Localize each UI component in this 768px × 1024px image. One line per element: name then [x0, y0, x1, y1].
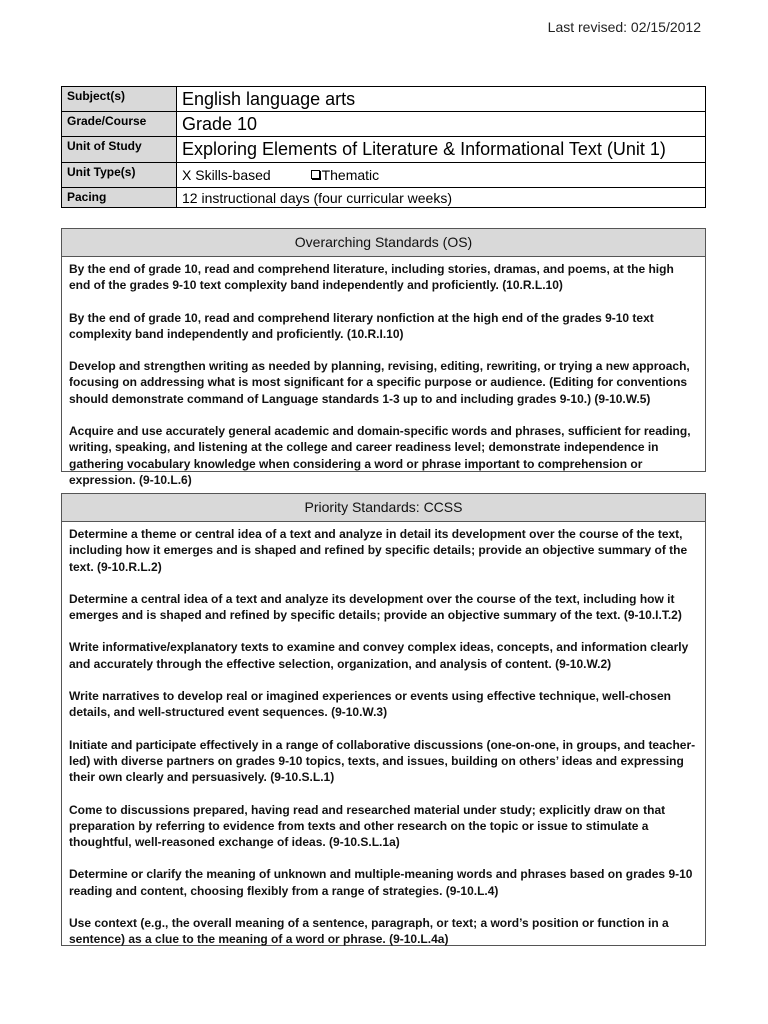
thematic-label: Thematic — [321, 167, 380, 183]
last-revised-date: Last revised: 02/15/2012 — [547, 19, 701, 35]
standard-item: Use context (e.g., the overall meaning of a sentence, paragraph, or text; a word’s position or function in a sentence) as a clue to the meaning of a word or phrase. (9-10.L.4a) — [69, 916, 669, 947]
standard-item: By the end of grade 10, read and comprehend literary nonfiction at the high end of the grades 9-10 text complexity band independently and proficiently. (10.R.I.10) — [69, 310, 654, 341]
overarching-standards-title: Overarching Standards (OS) — [62, 229, 705, 257]
standard-item: Write informative/explanatory texts to examine and convey complex ideas, concepts, and information clearly and accurately through the effective selection, organization, and analysis of content. (9-10.W.2) — [69, 640, 689, 671]
standard-item: Initiate and participate effectively in a range of collaborative discussions (one-on-one, in groups, and teacher-led) with diverse partners on grades 9-10 topics, texts, and issues, building on others’ ideas and expressing their own clearly and persuasively. (9-10.S.L.1) — [69, 737, 696, 785]
standard-item: Acquire and use accurately general academic and domain-specific words and phrases, sufficient for reading, writing, speaking, and listening at the college and career readiness level; demonstrate independence in gathering vocabulary knowledge when considering a word or phrase important to comprehension or expression. (9-10.L.6) — [69, 424, 691, 487]
standard-item: Determine a central idea of a text and analyze its development over the course of the text, including how it emerges and is shaped and refined by specific details; provide an objective summary of the text. (9-10.I.T.2) — [69, 591, 682, 623]
skills-based-option: X Skills-based — [182, 167, 271, 183]
priority-standards-list — [62, 522, 705, 950]
priority-standards-title: Priority Standards: CCSS — [62, 494, 705, 522]
thematic-option — [311, 167, 380, 183]
standard-item: Write narratives to develop real or imagined experiences or events using effective technique, well-chosen details, and well-structured event sequences. (9-10.W.3) — [69, 689, 671, 720]
pacing-label: Pacing — [62, 188, 177, 208]
pacing-value: 12 instructional days (four curricular weeks) — [177, 188, 706, 208]
standard-item: Come to discussions prepared, having read and researched material under study; explicitly draw on that preparation by referring to evidence from texts and other research on the topic or issue to stimulate a thoughtful, well-reasoned exchange of ideas. (9-10.S.L.1a) — [69, 802, 666, 850]
grade-label: Grade/Course — [62, 112, 177, 137]
priority-standards-panel — [61, 493, 706, 946]
subject-label: Subject(s) — [62, 87, 177, 112]
subject-value: English language arts — [177, 87, 706, 112]
unit-type-label: Unit Type(s) — [62, 163, 177, 188]
standard-item: By the end of grade 10, read and comprehend literature, including stories, dramas, and poems, at the high end of the grades 9-10 text complexity band independently and proficiently. (10.R.L.10) — [69, 262, 674, 293]
unit-label: Unit of Study — [62, 137, 177, 163]
unit-value: Exploring Elements of Literature & Informational Text (Unit 1) — [177, 137, 706, 163]
standard-item: Determine or clarify the meaning of unknown and multiple-meaning words and phrases based on grades 9-10 reading and content, choosing flexibly from a range of strategies. (9-10.L.4) — [69, 867, 693, 898]
standard-item: Develop and strengthen writing as needed by planning, revising, editing, rewriting, or trying a new approach, focusing on addressing what is most significant for a specific purpose or audience. (Editing for conventions should demonstrate command of Language standards 1-3 up to and including grades 9-10.) (9-10.W.5) — [69, 359, 690, 406]
overarching-standards-list — [62, 257, 705, 490]
unit-info-table — [61, 86, 706, 208]
checkbox-icon — [311, 170, 320, 179]
unit-type-value — [177, 163, 706, 188]
standard-item: Determine a theme or central idea of a text and analyze in detail its development over the course of the text, including how it emerges and is shaped and refined by specific details; provide an objective summary of the text. (9-10.R.L.2) — [69, 527, 688, 574]
overarching-standards-panel — [61, 228, 706, 487]
grade-value: Grade 10 — [177, 112, 706, 137]
